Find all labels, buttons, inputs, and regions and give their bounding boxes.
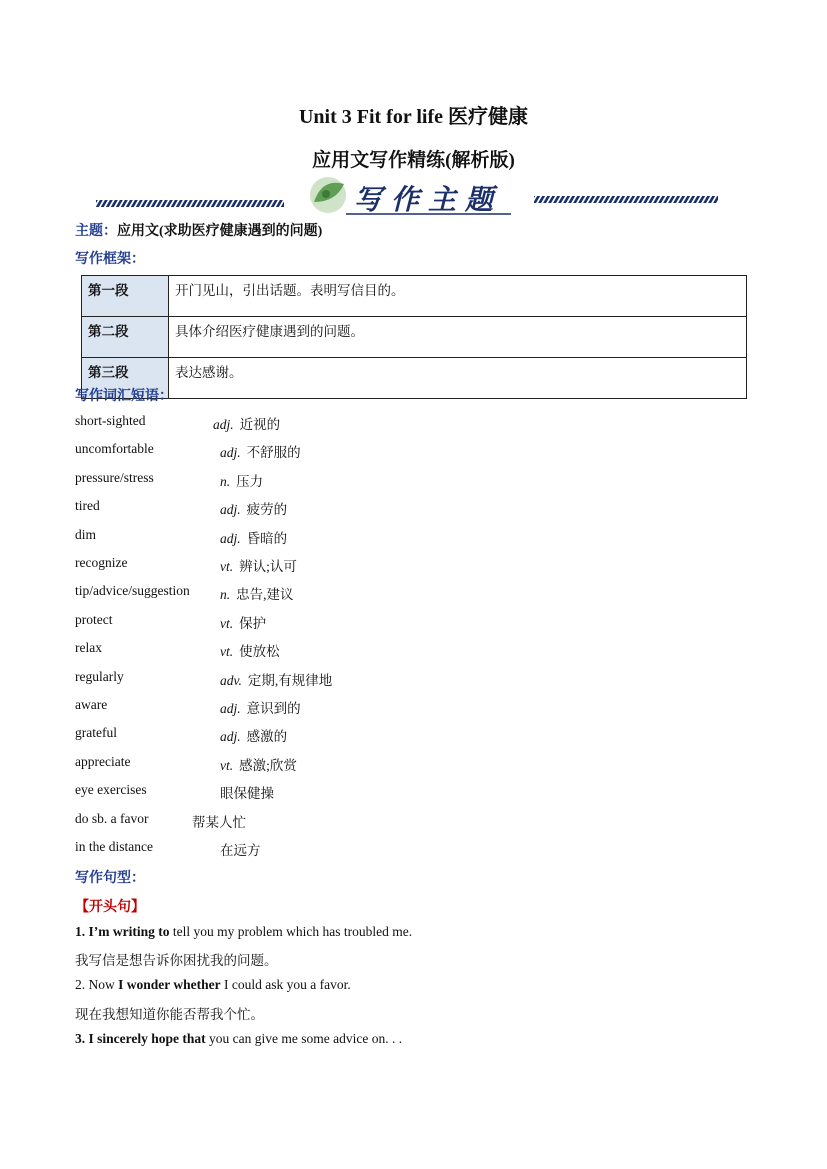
framework-row bbox=[82, 317, 747, 358]
vocabulary-meaning: 定期,有规律地 bbox=[247, 672, 333, 688]
vocabulary-word: uncomfortable bbox=[75, 441, 154, 457]
theme-line bbox=[75, 220, 322, 240]
sentence-number: 2. Now bbox=[75, 977, 119, 992]
vocabulary-definition bbox=[220, 555, 297, 575]
vocabulary-meaning: 眼保健操 bbox=[220, 786, 274, 802]
vocabulary-definition bbox=[220, 441, 301, 461]
framework-row bbox=[82, 276, 747, 317]
part-of-speech: adv. bbox=[220, 672, 242, 688]
vocabulary-word: eye exercises bbox=[75, 782, 147, 798]
vocabulary-word: regularly bbox=[75, 668, 124, 684]
framework-paragraph-label: 第三段 bbox=[82, 358, 169, 399]
sentence-key-phrase: I’m writing to bbox=[88, 924, 170, 939]
part-of-speech: adj. bbox=[220, 729, 241, 745]
vocabulary-meaning: 不舒服的 bbox=[246, 445, 301, 461]
vocabulary-word: protect bbox=[75, 611, 113, 627]
vocabulary-meaning: 近视的 bbox=[239, 417, 281, 432]
vocabulary-definition bbox=[220, 527, 287, 547]
framework-paragraph-label: 第一段 bbox=[82, 276, 169, 317]
vocabulary-meaning: 帮某人忙 bbox=[192, 814, 246, 830]
vocabulary-definition bbox=[192, 811, 246, 831]
part-of-speech: adj. bbox=[213, 417, 234, 432]
vocabulary-meaning: 辨认;认可 bbox=[239, 559, 297, 574]
sentence-key-phrase: I sincerely hope that bbox=[88, 1031, 206, 1046]
vocabulary-meaning: 感激;欣赏 bbox=[239, 757, 297, 773]
sentence-key-phrase: I wonder whether bbox=[118, 977, 221, 992]
writing-topic-banner bbox=[96, 172, 720, 222]
part-of-speech: vt. bbox=[220, 559, 234, 574]
vocabulary-word: in the distance bbox=[75, 839, 153, 854]
vocabulary-word: grateful bbox=[75, 725, 117, 741]
part-of-speech: vt. bbox=[220, 757, 234, 773]
vocabulary-definition bbox=[220, 669, 332, 689]
vocabulary-word: short-sighted bbox=[75, 413, 146, 428]
part-of-speech: adj. bbox=[220, 530, 241, 546]
part-of-speech: vt. bbox=[220, 644, 234, 660]
vocabulary-definition bbox=[220, 725, 287, 745]
sentence-chinese: 现在我想知道你能否帮我个忙。 bbox=[75, 1007, 264, 1022]
sentence-rest: you can give me some advice on. . . bbox=[205, 1031, 403, 1046]
banner-right-bar bbox=[534, 196, 718, 203]
sentence-rest: tell you my problem which has troubled me. bbox=[169, 924, 413, 939]
framework-paragraph-content: 具体介绍医疗健康遇到的问题。 bbox=[169, 317, 747, 358]
vocabulary-definition bbox=[220, 782, 274, 802]
sentence-rest: I could ask you a favor. bbox=[220, 977, 351, 992]
vocabulary-word: tip/advice/suggestion bbox=[75, 583, 190, 599]
vocabulary-meaning: 使放松 bbox=[239, 644, 280, 660]
document-title: Unit 3 Fit for life 医疗健康 bbox=[298, 106, 529, 128]
part-of-speech: vt. bbox=[220, 615, 234, 631]
framework-row bbox=[82, 358, 747, 399]
vocabulary-word: aware bbox=[75, 697, 108, 712]
framework-table bbox=[81, 275, 747, 399]
vocabulary-definition bbox=[220, 583, 294, 603]
sentence-english bbox=[75, 1031, 402, 1047]
vocabulary-meaning: 疲劳的 bbox=[246, 502, 288, 518]
vocabulary-definition bbox=[220, 470, 263, 490]
vocabulary-word: appreciate bbox=[75, 753, 131, 769]
vocabulary-label: 写作词汇短语： bbox=[75, 389, 173, 404]
leaf-emblem-icon bbox=[310, 177, 346, 213]
vocabulary-definition bbox=[220, 498, 287, 518]
sentence-number: 1. bbox=[75, 924, 89, 939]
vocabulary-definition bbox=[213, 413, 280, 433]
vocabulary-meaning: 昏暗的 bbox=[246, 530, 288, 546]
sentence-chinese: 我写信是想告诉你困扰我的问题。 bbox=[75, 953, 278, 968]
framework-paragraph-content: 开门见山，引出话题。表明写信目的。 bbox=[169, 276, 747, 317]
vocabulary-word: pressure/stress bbox=[75, 469, 154, 485]
vocabulary-definition bbox=[220, 640, 280, 660]
vocabulary-definition bbox=[220, 612, 266, 632]
sentence-number: 3. bbox=[75, 1031, 89, 1046]
vocabulary-definition bbox=[220, 839, 261, 859]
vocabulary-meaning: 压力 bbox=[236, 473, 264, 489]
framework-label: 写作框架： bbox=[75, 252, 145, 267]
part-of-speech: adj. bbox=[220, 701, 241, 716]
part-of-speech: adj. bbox=[220, 502, 241, 518]
part-of-speech: n. bbox=[220, 473, 231, 489]
vocabulary-word: do sb. a favor bbox=[75, 810, 149, 826]
banner-left-bar bbox=[96, 200, 284, 207]
vocabulary-meaning: 忠告,建议 bbox=[236, 587, 294, 603]
sentence-english bbox=[75, 977, 351, 993]
sentence-english bbox=[75, 924, 412, 940]
vocabulary-meaning: 在远方 bbox=[220, 843, 261, 858]
vocabulary-meaning: 感激的 bbox=[246, 729, 288, 745]
theme-text: 应用文(求助医疗健康遇到的问题) bbox=[117, 224, 323, 239]
vocabulary-word: dim bbox=[75, 526, 97, 542]
vocabulary-word: tired bbox=[75, 498, 100, 514]
framework-paragraph-content: 表达感谢。 bbox=[169, 358, 747, 399]
banner-heading: 写作主题 bbox=[354, 183, 503, 216]
part-of-speech: n. bbox=[220, 587, 231, 603]
vocabulary-word: recognize bbox=[75, 555, 128, 570]
framework-paragraph-label: 第二段 bbox=[82, 317, 169, 358]
document-subtitle: 应用文写作精练(解析版) bbox=[312, 150, 515, 171]
vocabulary-definition bbox=[220, 754, 297, 774]
part-of-speech: adj. bbox=[220, 445, 241, 461]
vocabulary-meaning: 保护 bbox=[239, 615, 267, 631]
sentence-patterns-label: 写作句型： bbox=[75, 871, 145, 886]
opening-sentences-label: 【开头句】 bbox=[75, 900, 145, 915]
vocabulary-word: relax bbox=[75, 640, 102, 656]
vocabulary-definition bbox=[220, 697, 301, 717]
vocabulary-meaning: 意识到的 bbox=[246, 701, 301, 716]
theme-label: 主题： bbox=[75, 224, 117, 239]
